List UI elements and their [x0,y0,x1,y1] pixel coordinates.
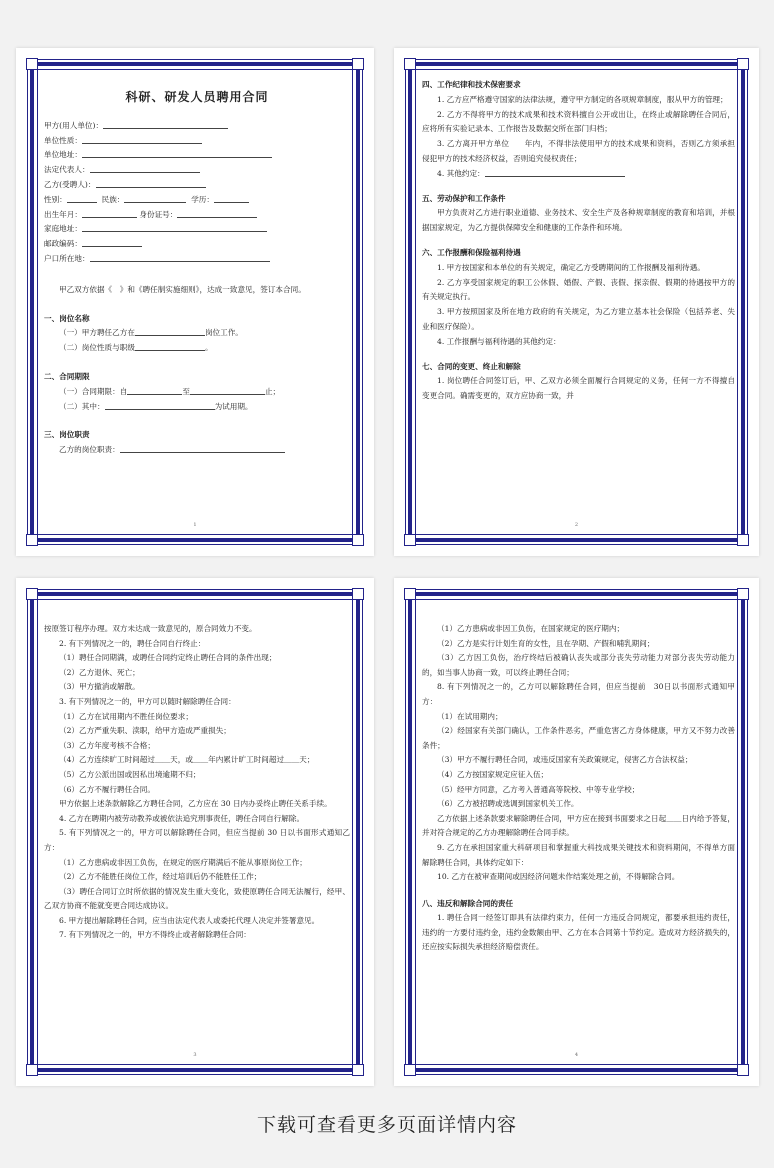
page-number: 3 [193,1052,197,1058]
clause-line: 6. 甲方提出解除聘任合同，应当由法定代表人或委托代理人决定并签署意见。 [59,915,320,925]
clause-line: （3）乙方年度考核不合格； [59,740,155,750]
field-home-address: 家庭地址： [44,222,350,237]
clause-line: （3）聘任合同订立时所依据的情况发生重大变化，致使原聘任合同无法履行，经甲、乙双方协商不能就变更合同达成协议。 [44,886,350,911]
clause: 3. 甲方按照国家及所在地方政府的有关规定，为乙方建立基本社会保险（包括养老、失业和医疗保险）。 [422,307,735,331]
clause-line: （1）在试用期内； [437,711,503,721]
clause-line: 2. 有下列情况之一的，聘任合同自行终止： [59,638,206,648]
section-title: 四、工作纪律和技术保密要求 [422,80,521,89]
page-content [44,70,350,532]
document-page-4 [394,578,759,1086]
field-unit-address: 单位地址： [44,148,350,163]
clause-line: 8. 有下列情况之一的，乙方可以解除聘任合同，但应当提前 30日以书面形式通知甲方： [422,682,735,706]
clause: （一）合同期限：自 至 止； [59,386,281,396]
clause: 乙方的岗位职责： [44,443,350,458]
section-title: 二、合同期限 [44,371,90,381]
section-title: 三、岗位职责 [44,430,90,440]
clause-line: （3）甲方不履行聘任合同，或违反国家有关政策规定，侵害乙方合法权益； [437,755,693,765]
clause-line: （2）乙方不能胜任岗位工作，经过培训后仍不能胜任工作； [59,872,262,882]
clause: （二）其中： 为试用期。 [59,401,253,411]
clause-line: （2）乙方退休、死亡； [59,667,140,677]
clause-line: 3. 有下列情况之一的，甲方可以随时解除聘任合同： [59,696,236,706]
clause: （一）甲方聘任乙方在 岗位工作。 [59,328,243,338]
clause-line: （3）甲方撤消或解散。 [59,682,140,692]
page-number: 2 [574,522,579,528]
page-content [422,78,735,532]
clause-line: （5）乙方公派出国或因私出境逾期不归； [59,769,201,779]
page-content [422,622,735,1062]
clause-line: 9. 乙方在承担国家重大科研项目和掌握重大科技成果关键技术和资料期间，不得单方面解除聘任合同，具体约定如下： [422,842,735,867]
clause-line: 5. 有下列情况之一的，甲方可以解除聘任合同，但应当提前 30 日以书面形式通知乙方： [44,828,350,852]
field-birth-id: 出生年月： 身份证号： [44,208,350,223]
field-party-b: 乙方(受聘人)： [44,178,350,193]
clause-line: （6）乙方不履行聘任合同。 [59,784,155,794]
clause-line: （5）经甲方同意，乙方考入普通高等院校、中等专业学校； [437,784,640,794]
clause-line: 甲方依据上述条款解除乙方聘任合同，乙方应在 30 日内办妥终止聘任关系手续。 [59,799,332,809]
clause-line: （2）乙方是实行计划生育的女性，且在孕期、产假和哺乳期间； [437,638,655,648]
clause-line: 乙方依据上述条款要求解除聘任合同，甲方应在接到书面要求之日起＿＿日内给予答复，并对符合规定的乙方办理解除聘任合同手续。 [422,813,735,838]
clause-line: 7. 有下列情况之一的，甲方不得终止或者解除聘任合同： [59,930,251,940]
page-number: 1 [193,522,197,528]
section-title: 一、岗位名称 [44,313,90,323]
clause: 2. 乙方享受国家规定的职工公休假、婚假、产假、丧假、探亲假、假期的待遇按甲方的有关规定执行。 [422,277,735,302]
intro-paragraph: 甲乙双方依据《 》和《聘任制实施细则》，达成一致意见，签订本合同。 [59,284,306,294]
contract-title: 科研、研发人员聘用合同 [125,90,269,104]
clause-line: （6）乙方被招聘或选调到国家机关工作。 [437,799,579,809]
clause: 2. 乙方不得将甲方的技术成果和技术资料擅自公开或出让，在终止或解除聘任合同后，应将所有实验记录本、工作报告及数据交所在部门归档； [422,109,735,134]
field-legal-rep: 法定代表人： [44,163,350,178]
field-postcode: 邮政编码： [44,237,350,252]
document-page-2 [394,48,759,556]
clause: 1. 聘任合同一经签订即具有法律约束力，任何一方违反合同规定，都要承担违约责任，违约的一方要付违约金，违约金数额由甲、乙方在本合同第十节约定。造成对方经济损失的，还应按实际损失承担经济赔偿责任。 [422,913,735,952]
clause: 3. 乙方离开甲方单位 年内，不得非法使用甲方的技术成果和资料，否则乙方须承担侵犯甲方的技术经济权益，否则追究侵权责任； [422,139,735,163]
section-title: 六、工作报酬和保险福利待遇 [422,247,521,257]
clause: 1. 岗位聘任合同签订后，甲、乙双方必须全面履行合同规定的义务，任何一方不得擅自变更合同。确需变更的，双方应协商一致，并 [422,376,735,401]
section-title: 五、劳动保护和工作条件 [422,193,506,203]
clause-line: 按原签订程序办理。双方未达成一致意见的，原合同效力不变。 [44,624,257,633]
document-page-1 [16,48,374,556]
clause-line: 4. 乙方在聘期内被劳动教养或被依法追究刑事责任，聘任合同自行解除。 [59,813,305,823]
clause-line: （4）乙方连续旷工时间超过＿＿天，或＿＿年内累计旷工时间超过＿＿天； [59,755,315,765]
field-personal: 性别： 民族： 学历： [44,193,350,208]
clause: 4. 工作报酬与福利待遇的其他约定： [437,336,561,346]
clause-line: 10. 乙方在被审查期间或因经济问题未作结案处理之前，不得解除合同。 [437,872,680,882]
page-number: 4 [574,1052,579,1058]
clause-line: （1）乙方患病或非因工负伤，在规定的医疗期满后不能从事原岗位工作； [59,857,307,867]
field-unit-nature: 单位性质： [44,134,350,149]
clause-line: （2）经国家有关部门确认，工作条件恶劣，严重危害乙方身体健康，甲方又不努力改善条件； [422,726,735,750]
section-title: 八、违反和解除合同的责任 [422,898,514,908]
clause-line: （1）乙方患病或非因工负伤，在国家规定的医疗期内； [437,624,625,633]
clause-line: （3）乙方因工负伤，治疗终结后被确认丧失或部分丧失劳动能力对部分丧失劳动能力的，如当事人协商一致，可以终止聘任合同； [422,653,735,677]
document-page-3 [16,578,374,1086]
section-title: 七、合同的变更、终止和解除 [422,361,521,371]
field-party-a: 甲方(用人单位)： [44,119,350,134]
clause-line: （1）乙方在试用期内不胜任岗位要求； [59,711,193,721]
clause: 甲方负责对乙方进行职业道德、业务技术、安全生产及各种规章制度的教育和培训，并根据国家规定，为乙方提供保障安全和健康的工作条件和环境。 [422,208,735,233]
clause-line: （2）乙方严重失职、渎职，给甲方造成严重损失； [59,726,231,736]
page-content [44,622,350,1062]
field-hukou: 户口所在地： [44,252,350,267]
clause-line: （1）聘任合同期满，或聘任合同约定终止聘任合同的条件出现； [59,653,277,663]
clause: （二）岗位性质与职级 。 [59,343,213,353]
clause: 1. 乙方应严格遵守国家的法律法规，遵守甲方制定的各项规章制度，服从甲方的管理； [437,94,728,104]
download-more-prompt[interactable]: 下载可查看更多页面详情内容 [256,1114,517,1136]
clause: 1. 甲方按国家和本单位的有关规定，确定乙方受聘期间的工作报酬及福利待遇。 [437,262,705,272]
clause: 4. 其他约定： [422,167,735,182]
clause-line: （4）乙方按国家规定应征入伍； [437,769,549,779]
